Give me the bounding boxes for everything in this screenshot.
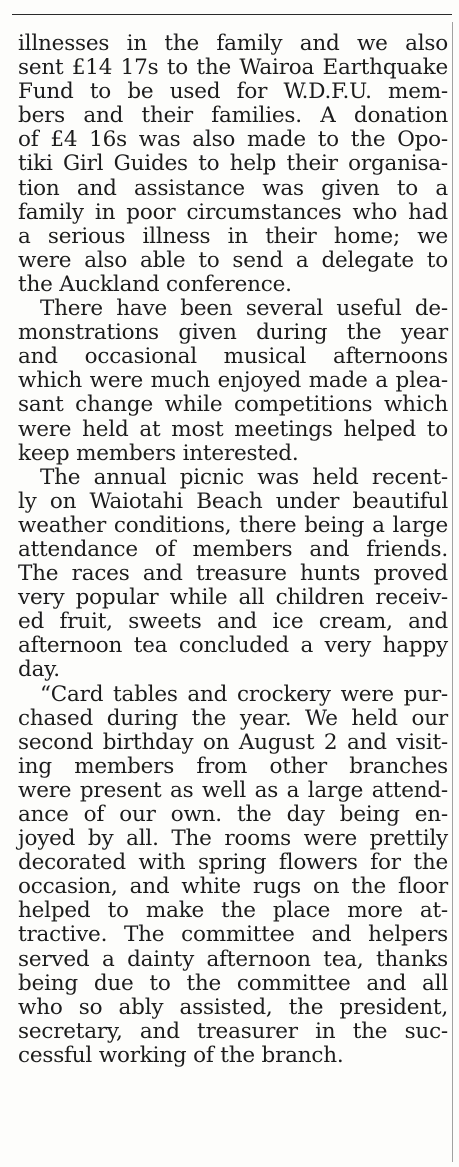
text-line: were present as well as a large attend-	[18, 777, 448, 803]
text-line: second birthday on August 2 and visit-	[18, 729, 448, 755]
text-line: occasion, and white rugs on the floor	[18, 874, 448, 900]
text-line: There have been several useful de-	[40, 296, 448, 322]
text-line: very popular while all children receiv-	[18, 585, 448, 611]
text-line: ance of our own. the day being en-	[18, 802, 448, 827]
text-line: cessful working of the branch.	[18, 1042, 344, 1068]
column-top-rule	[12, 14, 452, 15]
text-line: who so ably assisted, the president,	[18, 994, 448, 1020]
text-line: joyed by all. The rooms were prettily	[18, 826, 448, 852]
text-line: monstrations given during the year	[18, 320, 448, 346]
text-line: which were much enjoyed made a plea-	[18, 368, 448, 394]
text-line: a serious illness in their home; we	[18, 223, 448, 249]
text-line: Fund to be used for W.D.F.U. mem-	[18, 79, 448, 105]
text-line: were also able to send a delegate to	[18, 247, 448, 273]
text-line: The annual picnic was held recent-	[40, 464, 448, 490]
article-body	[18, 32, 448, 1068]
text-line: were held at most meetings helped to	[18, 416, 448, 442]
text-line: of £4 16s was also made to the Opo-	[18, 127, 448, 153]
paragraph-birthday	[18, 683, 448, 1069]
text-line: ing members from other branches	[18, 753, 448, 779]
text-line: illnesses in the family and we also	[18, 31, 448, 56]
text-line: sant change while competitions which	[18, 392, 448, 418]
text-line: “Card tables and crockery were pur-	[40, 681, 448, 707]
paragraph-donations	[18, 32, 448, 297]
text-line: ed fruit, sweets and ice cream, and	[18, 609, 448, 635]
text-line: decorated with spring flowers for the	[18, 850, 448, 876]
text-line: secretary, and treasurer in the suc-	[18, 1018, 448, 1044]
text-line: bers and their families. A donation	[18, 103, 448, 129]
text-line: and occasional musical afternoons	[18, 344, 448, 370]
text-line: helped to make the place more at-	[18, 898, 448, 924]
text-line: ly on Waiotahi Beach under beautiful	[18, 488, 448, 514]
paragraph-demonstrations	[18, 297, 448, 466]
text-line: tion and assistance was given to a	[18, 175, 448, 201]
paragraph-picnic	[18, 466, 448, 683]
text-line: attendance of members and friends.	[18, 536, 448, 562]
text-line: keep members interested.	[18, 440, 299, 466]
column-edge-rule	[452, 22, 453, 1162]
text-line: sent £14 17s to the Wairoa Earthquake	[18, 55, 448, 81]
text-line: served a dainty afternoon tea, thanks	[18, 946, 448, 972]
text-line: day.	[18, 657, 60, 683]
text-line: family in poor circumstances who had	[18, 199, 448, 225]
text-line: chased during the year. We held our	[18, 705, 448, 731]
text-line: afternoon tea concluded a very happy	[18, 633, 448, 659]
text-line: weather conditions, there being a large	[18, 512, 448, 538]
text-line: the Auckland conference.	[18, 271, 292, 297]
text-line: tractive. The committee and helpers	[18, 922, 448, 948]
text-line: The races and treasure hunts proved	[18, 561, 448, 587]
text-line: being due to the committee and all	[18, 970, 448, 996]
text-line: tiki Girl Guides to help their organisa-	[18, 151, 448, 177]
